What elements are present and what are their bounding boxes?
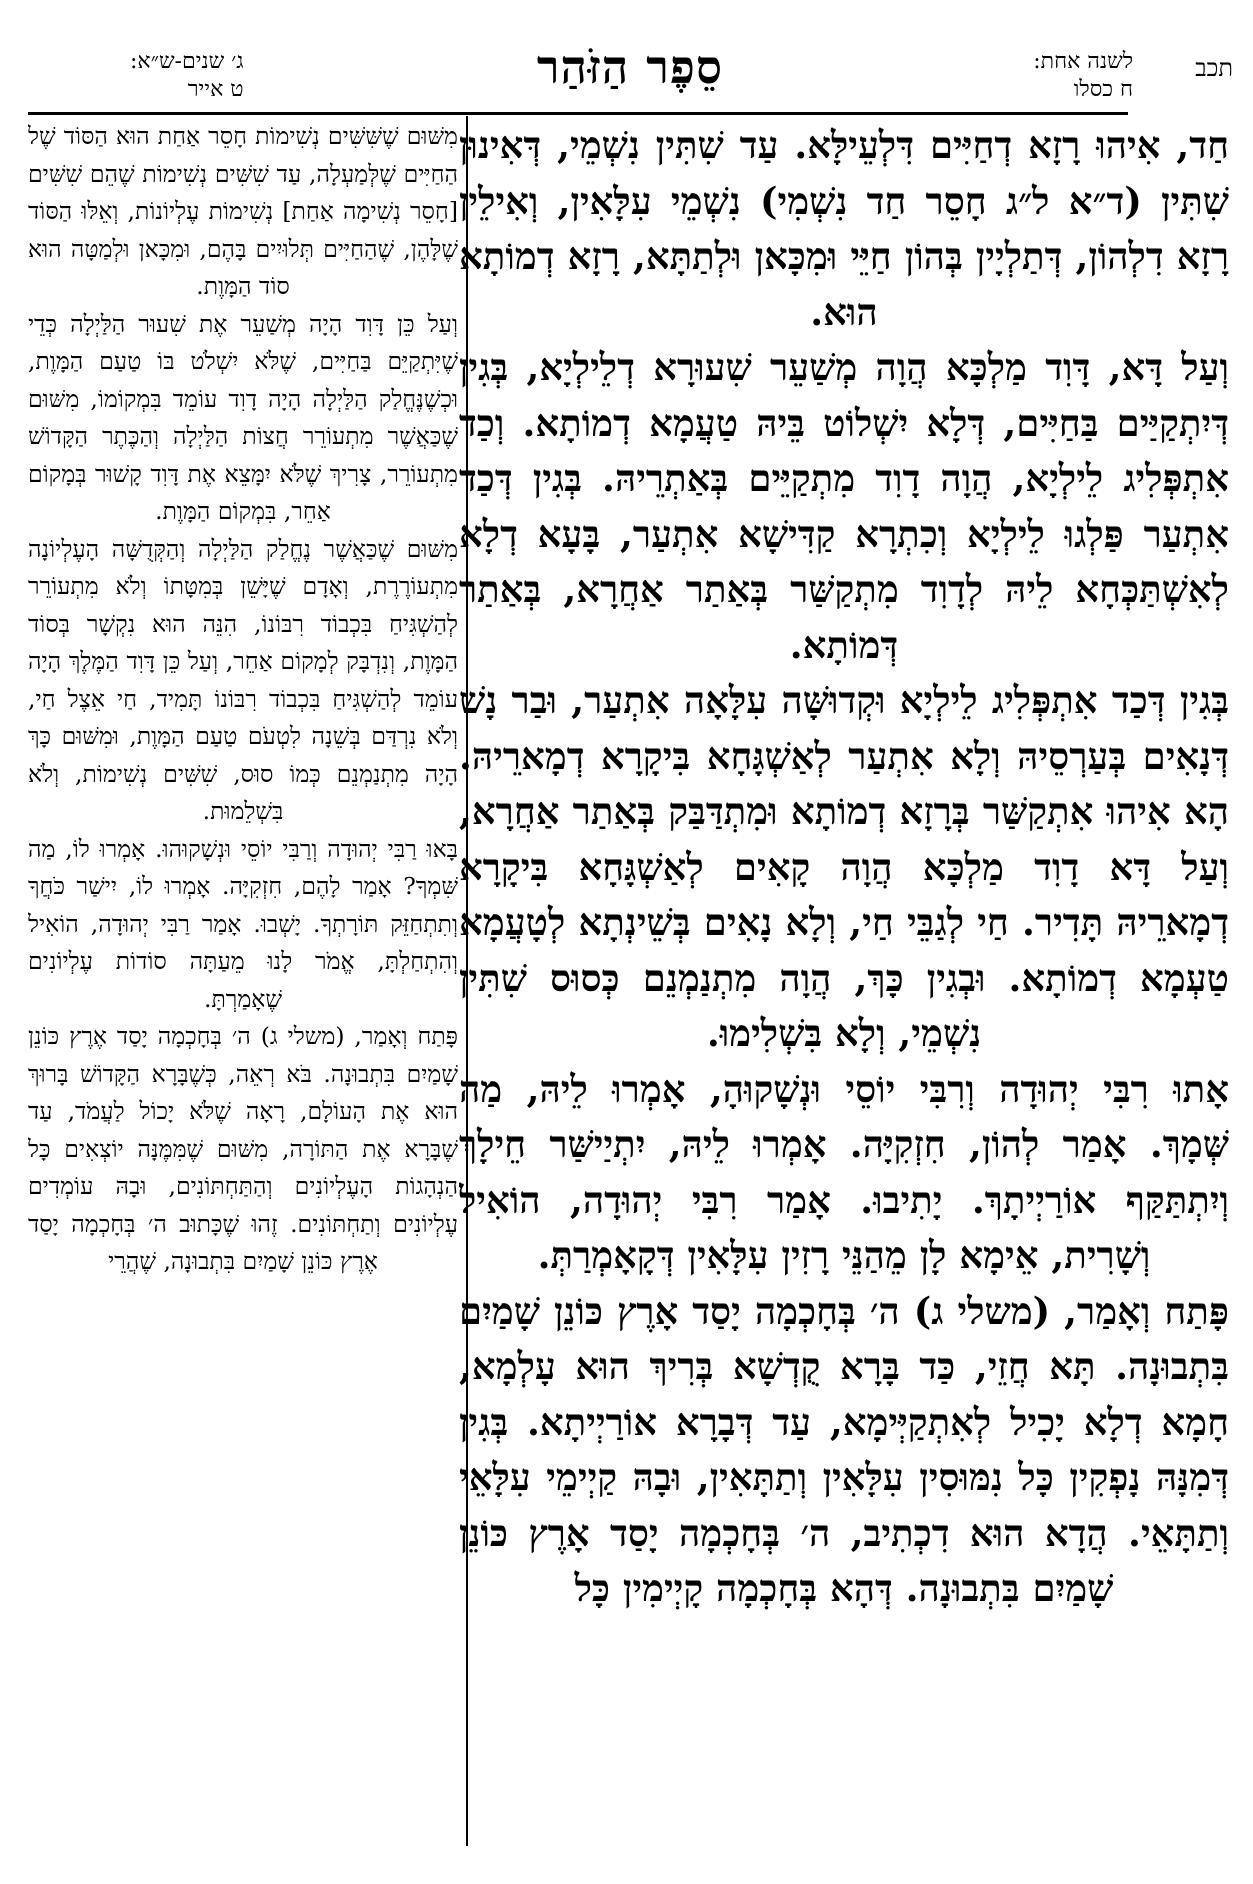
side-paragraph: מִשּׁוּם שֶׁכַּאֲשֶׁר נֶחֱלַק הַלַּיְלָה וְהַקְּדֻשָּׁה הָעֶלְיוֹנָה מִתְעוֹרֶרֶת, וְאָדָם שֶׁיָּשֵׁן בְּמִטָּתוֹ וְלֹא מִתְעוֹרֵר לְהַשְׁגִּיחַ בִּכְבוֹד רִבּוֹנוֹ, הִנֵּה הוּא נִקְשָׁר בְּסוֹד הַמָּוֶת, וְנִדְבָּק לְמָקוֹם אַחֵר, וְעַל כֵּן דָּוִד הַמֶּלֶךְ הָיָה עוֹמֵד לְהַשְׁגִּיחַ בִּכְבוֹד רִבּוֹנוֹ תָּמִיד, חַי אֵצֶל חַי, וְלֹא נִרְדַּם בְּשֵׁנָה לִטְעֹם טַעַם הַמָּוֶת, וּמִשּׁוּם כָּךְ הָיָה מִתְנַמְנֵם כְּמוֹ סוּס, שִׁשִּׁים נְשִׁימוֹת, וְלֹא בִּשְׁלֵמוּת. bbox=[28, 534, 458, 825]
main-paragraph: וְעַל דָּא, דָּוִד מַלְכָּא הֲוָה מְשַׁעֵר שִׁעוּרָא דְלֵילְיָא, בְּגִין דְּיִתְקַיַּים בַּחַיִּים, דְּלָא יִשְׁלוֹט בֵּיהּ טַעֲמָא דְמוֹתָא. וְכַד אִתְפְּלִיג לֵילְיָא, הֲוָה דָוִד מִתְקַיֵּים בְּאַתְרֵיהּ. בְּגִין דְּכַד אִתְעַר פַּלְגוּ לֵילְיָא וְכִתְרָא קַדִּישָׁא אִתְעַר, בָּעָא דְלָא לְאִשְׁתַּכְּחָא לֵיהּ לְדָוִד מִתְקַשַּׁר בְּאַתַר אַחֲרָא, בְּאַתַר דְּמוֹתָא. bbox=[459, 345, 1229, 667]
schedule-alt-date: ט אייר bbox=[187, 77, 244, 102]
main-paragraph: פָּתַח וְאָמַר, (משלי ג) ה׳ בְּחָכְמָה יָסַד אָרֶץ כּוֹנֵן שָׁמַיִם בִּתְבוּנָה. תָּא חֲזֵי, כַּד בָּרָא קֻדְשָׁא בְּרִיךְ הוּא עָלְמָא, חָמָא דְלָא יָכִיל לְאִתְקַיְּימָא, עַד דְּבָרָא אוֹרַיְיתָא. בְּגִין דְּמִנָּהּ נָפְקִין כָּל נִמּוּסִין עִלָּאִין וְתַתָּאִין, וּבָהּ קַיְימֵי עִלָּאֵי וְתַתָּאֵי. הֲדָא הוּא דִכְתִיב, ה׳ בְּחָכְמָה יָסַד אָרֶץ כּוֹנֵן שָׁמַיִם בִּתְבוּנָה. דְּהָא בְּחָכְמָה קָיְימִין כָּל bbox=[459, 1288, 1229, 1610]
schedule-three-years bbox=[130, 48, 244, 104]
schedule-label: לשנה אחת: bbox=[1033, 49, 1133, 74]
page-header bbox=[0, 0, 1253, 120]
schedule-one-year bbox=[1033, 48, 1133, 104]
side-paragraph: מִשּׁוּם שֶׁשִּׁשִּׁים נְשִׁימוֹת חָסֵר אַחַת הוּא הַסּוֹד שֶׁל הַחַיִּים שֶׁלְּמַעְלָה, עַד שִׁשִּׁים נְשִׁימוֹת שֶׁהֵם שִׁשִּׁים [חָסֵר נְשִׁימָה אַחַת] נְשִׁימוֹת עֶלְיוֹנוֹת, וְאֵלּוּ הַסּוֹד שֶׁלָּהֶן, שֶׁהַחַיִּים תְּלוּיִים בָּהֶם, וּמִכָּאן וּלְמַטָּה הוּא סוֹד הַמָּוֶת. bbox=[28, 122, 458, 300]
main-paragraph: חַד, אִיהוּ רָזָא דְחַיִּים דִּלְעֵילָּא. עַד שִׁתִּין נִשְׁמֵי, דְּאִינוּן שִׁתִּין (ד״א ל״ג חָסֵר חַד נִשְׁמִי) נִשְׁמֵי עִלָּאִין, וְאִילֵין רָזָא דִלְהוֹן, דְּתַלְיָין בְּהוֹן חַיֵּי וּמִכָּאן וּלְתַתָּא, רָזָא דְמוֹתָא הוּא. bbox=[459, 123, 1229, 334]
main-paragraph: אָתוּ רִבִּי יְהוּדָה וְרִבִּי יוֹסֵי וּנְשָׁקוּהָ, אָמְרוּ לֵיהּ, מַה שְּׁמָךְ. אָמַר לְהוֹן, חִזְקִיָּה. אָמְרוּ לֵיהּ, יִתְיַישַּׁר חֵילָךְ וְיִתְתַּקַּף אוֹרַיְיתָךְ. יָתִיבוּ. אָמַר רִבִּי יְהוּדָה, הוֹאִיל וְשָׁרִית, אֵימָא לָן מֵהַנֵּי רָזִין עִלָּאִין דְּקָאָמְרַתְּ. bbox=[459, 1066, 1229, 1277]
side-paragraph: וְעַל כֵּן דָּוִד הָיָה מְשַׁעֵר אֶת שִׁעוּר הַלַּיְלָה כְּדֵי שֶׁיִּתְקַיֵּם בַּחַיִּים, שֶׁלֹּא יִשְׁלֹט בּוֹ טַעַם הַמָּוֶת, וּכְשֶׁנֶּחֱלַק הַלַּיְלָה הָיָה דָוִד עוֹמֵד בִּמְקוֹמוֹ, מִשּׁוּם שֶׁכַּאֲשֶׁר מִתְעוֹרֵר חֲצוֹת הַלַּיְלָה וְהַכֶּתֶר הַקָּדוֹשׁ מִתְעוֹרֵר, צָרִיךְ שֶׁלֹּא יִמָּצֵא אֶת דָּוִד קָשׁוּר בְּמָקוֹם אַחֵר, בִּמְקוֹם הַמָּוֶת. bbox=[28, 309, 458, 525]
hebrew-translation-column bbox=[28, 118, 458, 1858]
side-paragraph: בָּאוּ רַבִּי יְהוּדָה וְרַבִּי יוֹסֵי וּנְשָׁקוּהוּ. אָמְרוּ לוֹ, מַה שִּׁמְךָ? אָמַר לָהֶם, חִזְקִיָּה. אָמְרוּ לוֹ, יִישַׁר כֹּחֲךָ וְתִתְחַזֵּק תּוֹרָתְךָ. יָשְׁבוּ. אָמַר רַבִּי יְהוּדָה, הוֹאִיל וְהִתְחַלְתָּ, אֱמֹר לָנוּ מֵעַתָּה סוֹדוֹת עֶלְיוֹנִים שֶׁאָמַרְתָּ. bbox=[28, 834, 458, 1013]
main-paragraph: בְּגִין דְּכַד אִתְפְּלִיג לֵילְיָא וּקְדוּשָּׁה עִלָּאָה אִתְעַר, וּבַר נָשׁ דְּנָאִים בְּעַרְסֵיהּ וְלָא אִתְעַר לְאַשְׁגָּחָא בִּיקָרָא דְמָארֵיהּ. הָא אִיהוּ אִתְקַשַּׁר בְּרָזָא דְמוֹתָא וּמִתְדַּבַּק בְּאַתַר אַחֲרָא, וְעַל דָּא דָוִד מַלְכָּא הֲוָה קָאִים לְאַשְׁגָּחָא בִּיקָרָא דְמָארֵיהּ תָּדִיר. חַי לְגַבֵּי חַי, וְלָא נָאִים בְּשֵׁינְתָא לְטָעֲמָא טַעְמָא דְמוֹתָא. וּבְגִין כָּךְ, הֲוָה מִתְנַמְנֵם כְּסוּס שִׁתִּין נִשְׁמֵי, וְלָא בִּשְׁלִימוּ. bbox=[459, 678, 1229, 1055]
aramaic-main-text bbox=[459, 118, 1229, 1858]
side-paragraph: פָּתַח וְאָמַר, (משלי ג) ה׳ בְּחָכְמָה יָסַד אֶרֶץ כּוֹנֵן שָׁמַיִם בִּתְבוּנָה. בֹּא רְאֵה, כְּשֶׁבָּרָא הַקָּדוֹשׁ בָּרוּךְ הוּא אֶת הָעוֹלָם, רָאָה שֶׁלֹּא יָכוֹל לַעֲמֹד, עַד שֶׁבָּרָא אֶת הַתּוֹרָה, מִשּׁוּם שֶׁמִּמֶּנָּה יוֹצְאִים כָּל הַנְהָגוֹת הָעֶלְיוֹנִים וְהַתַּחְתּוֹנִים, וּבָהּ עוֹמְדִים עֶלְיוֹנִים וְתַחְתּוֹנִים. זֶהוּ שֶׁכָּתוּב ה׳ בְּחָכְמָה יָסַד אֶרֶץ כּוֹנֵן שָׁמַיִם בִּתְבוּנָה, שֶׁהֲרֵי bbox=[28, 1022, 458, 1275]
header-divider bbox=[28, 112, 1128, 115]
book-title: סֵפֶר הַזֹּהַר bbox=[536, 40, 724, 94]
schedule-alt-label: ג׳ שנים-ש״א: bbox=[130, 49, 244, 74]
page-number: תכב bbox=[1195, 54, 1233, 82]
schedule-date: ח כסלו bbox=[1073, 77, 1133, 102]
